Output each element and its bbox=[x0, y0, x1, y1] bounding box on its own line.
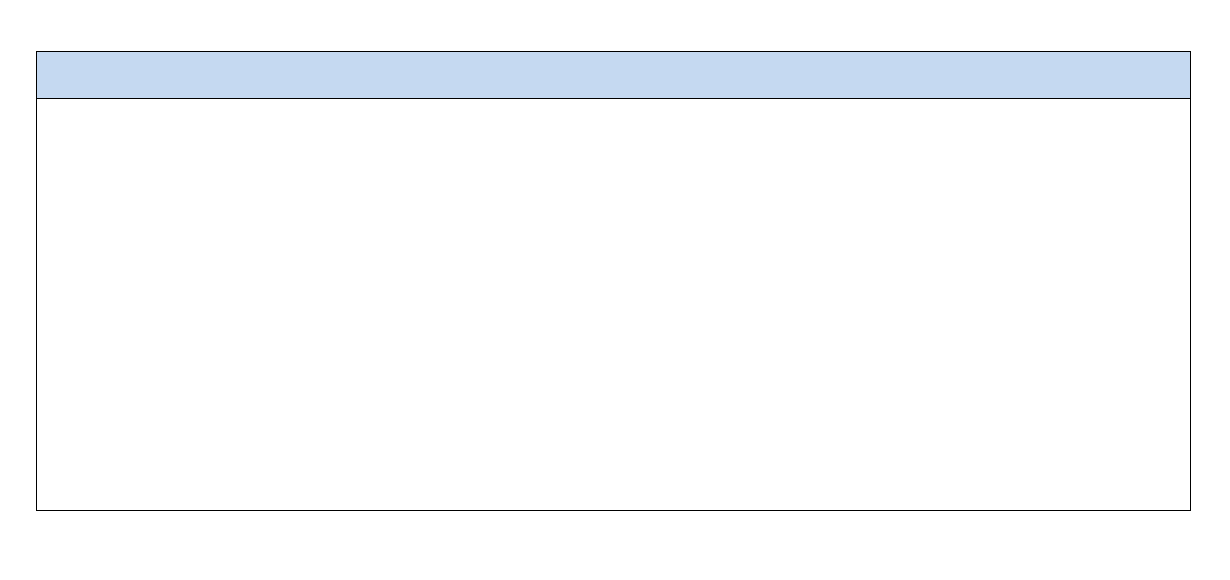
table-header bbox=[37, 52, 1190, 99]
tourism-table bbox=[36, 51, 1191, 511]
